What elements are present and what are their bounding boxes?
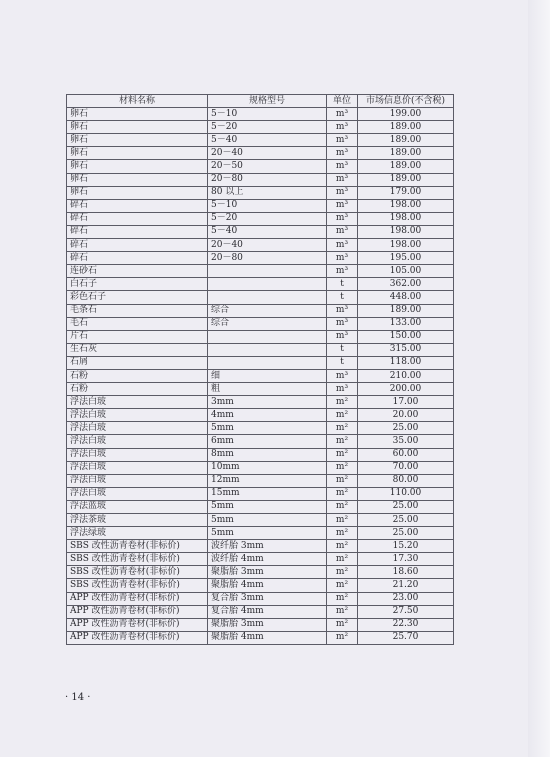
cell-unit: m³ (327, 317, 358, 330)
cell-price: 110.00 (358, 487, 454, 500)
cell-unit: m³ (327, 383, 358, 396)
cell-spec-model: 波纤胎 4mm (208, 553, 327, 566)
cell-unit: m² (327, 396, 358, 409)
cell-price: 18.60 (358, 566, 454, 579)
cell-price: 27.50 (358, 605, 454, 618)
cell-price: 22.30 (358, 618, 454, 631)
table-row (67, 252, 454, 265)
table-row (67, 435, 454, 448)
table-row (67, 514, 454, 527)
cell-unit: m³ (327, 108, 358, 121)
cell-spec-model: 3mm (208, 396, 327, 409)
cell-price: 21.20 (358, 579, 454, 592)
cell-material-name: 浮法白玻 (67, 474, 208, 487)
cell-price: 25.00 (358, 422, 454, 435)
table-row (67, 605, 454, 618)
cell-material-name: 片石 (67, 330, 208, 343)
cell-spec-model: 粗 (208, 383, 327, 396)
table-row (67, 108, 454, 121)
cell-unit: m³ (327, 147, 358, 160)
cell-spec-model: 复合胎 4mm (208, 605, 327, 618)
cell-spec-model (208, 356, 327, 369)
header-unit: 单位 (327, 95, 358, 108)
table-row (67, 448, 454, 461)
cell-price: 25.00 (358, 500, 454, 513)
cell-material-name: 碎石 (67, 212, 208, 225)
table-row (67, 134, 454, 147)
cell-spec-model: 细 (208, 369, 327, 382)
cell-price: 105.00 (358, 265, 454, 278)
table-row (67, 278, 454, 291)
cell-price: 198.00 (358, 239, 454, 252)
cell-spec-model: 20－40 (208, 239, 327, 252)
cell-price: 179.00 (358, 186, 454, 199)
cell-price: 200.00 (358, 383, 454, 396)
cell-spec-model: 综合 (208, 317, 327, 330)
cell-price: 189.00 (358, 147, 454, 160)
cell-spec-model: 5－40 (208, 225, 327, 238)
cell-price: 25.00 (358, 527, 454, 540)
cell-material-name: APP 改性沥青卷材(非标价) (67, 592, 208, 605)
cell-spec-model: 15mm (208, 487, 327, 500)
cell-unit: m² (327, 605, 358, 618)
cell-spec-model: 5－40 (208, 134, 327, 147)
table-row (67, 474, 454, 487)
cell-price: 189.00 (358, 173, 454, 186)
cell-unit: m³ (327, 160, 358, 173)
price-table (66, 94, 454, 645)
table-row (67, 527, 454, 540)
header-spec-model: 规格型号 (208, 95, 327, 108)
cell-spec-model: 12mm (208, 474, 327, 487)
cell-material-name: 石粉 (67, 369, 208, 382)
cell-spec-model: 复合胎 3mm (208, 592, 327, 605)
cell-price: 198.00 (358, 199, 454, 212)
cell-material-name: 彩色石子 (67, 291, 208, 304)
cell-unit: m² (327, 540, 358, 553)
table-row (67, 330, 454, 343)
table-row (67, 396, 454, 409)
cell-material-name: 浮法绿玻 (67, 527, 208, 540)
cell-unit: m² (327, 514, 358, 527)
cell-unit: m² (327, 487, 358, 500)
table-row (67, 487, 454, 500)
cell-unit: m² (327, 461, 358, 474)
cell-unit: m³ (327, 121, 358, 134)
cell-price: 362.00 (358, 278, 454, 291)
cell-price: 189.00 (358, 304, 454, 317)
table-row (67, 631, 454, 644)
table-row (67, 409, 454, 422)
table-row (67, 356, 454, 369)
cell-material-name: APP 改性沥青卷材(非标价) (67, 605, 208, 618)
cell-unit: m² (327, 409, 358, 422)
cell-unit: m³ (327, 239, 358, 252)
table-row (67, 265, 454, 278)
cell-unit: t (327, 291, 358, 304)
table-row (67, 186, 454, 199)
cell-price: 15.20 (358, 540, 454, 553)
table-row (67, 500, 454, 513)
cell-spec-model: 5－10 (208, 199, 327, 212)
table-row (67, 199, 454, 212)
cell-price: 189.00 (358, 134, 454, 147)
table-row (67, 566, 454, 579)
header-market-price: 市场信息价(不含税) (358, 95, 454, 108)
cell-material-name: 卵石 (67, 160, 208, 173)
cell-unit: m³ (327, 225, 358, 238)
table-row (67, 540, 454, 553)
cell-spec-model: 综合 (208, 304, 327, 317)
cell-material-name: APP 改性沥青卷材(非标价) (67, 618, 208, 631)
cell-spec-model (208, 265, 327, 278)
cell-spec-model: 5mm (208, 422, 327, 435)
cell-unit: m² (327, 553, 358, 566)
table-row (67, 592, 454, 605)
cell-spec-model: 20－50 (208, 160, 327, 173)
cell-spec-model: 20－80 (208, 173, 327, 186)
table-row (67, 239, 454, 252)
cell-unit: t (327, 343, 358, 356)
cell-material-name: 浮法白玻 (67, 396, 208, 409)
page-number: · 14 · (65, 692, 91, 703)
table-row (67, 173, 454, 186)
cell-price: 70.00 (358, 461, 454, 474)
table-row (67, 461, 454, 474)
cell-spec-model (208, 343, 327, 356)
cell-spec-model: 5mm (208, 514, 327, 527)
cell-price: 25.00 (358, 514, 454, 527)
cell-material-name: 卵石 (67, 147, 208, 160)
cell-unit: m² (327, 448, 358, 461)
cell-price: 189.00 (358, 121, 454, 134)
cell-material-name: 石粉 (67, 383, 208, 396)
cell-material-name: SBS 改性沥青卷材(非标价) (67, 540, 208, 553)
cell-spec-model: 80 以上 (208, 186, 327, 199)
cell-spec-model: 4mm (208, 409, 327, 422)
cell-material-name: SBS 改性沥青卷材(非标价) (67, 553, 208, 566)
table-row (67, 369, 454, 382)
cell-price: 17.00 (358, 396, 454, 409)
cell-unit: m³ (327, 252, 358, 265)
table-row (67, 618, 454, 631)
cell-price: 448.00 (358, 291, 454, 304)
cell-spec-model: 聚脂胎 4mm (208, 631, 327, 644)
cell-material-name: 浮法白玻 (67, 409, 208, 422)
cell-unit: m³ (327, 199, 358, 212)
cell-spec-model: 5mm (208, 527, 327, 540)
table-body (67, 108, 454, 645)
cell-unit: m² (327, 474, 358, 487)
cell-unit: m² (327, 566, 358, 579)
cell-price: 189.00 (358, 160, 454, 173)
table-row (67, 343, 454, 356)
cell-material-name: 连砂石 (67, 265, 208, 278)
cell-spec-model: 5mm (208, 500, 327, 513)
cell-unit: m² (327, 422, 358, 435)
cell-spec-model: 5－20 (208, 121, 327, 134)
cell-material-name: 毛石 (67, 317, 208, 330)
cell-price: 210.00 (358, 369, 454, 382)
cell-material-name: SBS 改性沥青卷材(非标价) (67, 579, 208, 592)
cell-material-name: 碎石 (67, 252, 208, 265)
cell-material-name: 生石灰 (67, 343, 208, 356)
cell-unit: m³ (327, 330, 358, 343)
cell-material-name: SBS 改性沥青卷材(非标价) (67, 566, 208, 579)
cell-unit: m³ (327, 186, 358, 199)
cell-material-name: 白石子 (67, 278, 208, 291)
table-row (67, 579, 454, 592)
cell-material-name: 石屑 (67, 356, 208, 369)
page-edge (528, 0, 550, 757)
cell-spec-model: 10mm (208, 461, 327, 474)
cell-unit: m³ (327, 265, 358, 278)
cell-material-name: 毛条石 (67, 304, 208, 317)
table-row (67, 121, 454, 134)
cell-material-name: 浮法白玻 (67, 448, 208, 461)
cell-unit: m² (327, 435, 358, 448)
header-material-name: 材料名称 (67, 95, 208, 108)
cell-price: 118.00 (358, 356, 454, 369)
cell-material-name: 浮法茶玻 (67, 514, 208, 527)
cell-price: 20.00 (358, 409, 454, 422)
cell-unit: m³ (327, 304, 358, 317)
cell-unit: m³ (327, 173, 358, 186)
table-row (67, 553, 454, 566)
cell-material-name: 卵石 (67, 186, 208, 199)
cell-spec-model: 5－10 (208, 108, 327, 121)
cell-material-name: 浮法白玻 (67, 487, 208, 500)
cell-price: 199.00 (358, 108, 454, 121)
table-header-row (67, 95, 454, 108)
cell-material-name: 卵石 (67, 134, 208, 147)
cell-spec-model (208, 278, 327, 291)
table-row (67, 317, 454, 330)
cell-price: 198.00 (358, 212, 454, 225)
cell-price: 315.00 (358, 343, 454, 356)
cell-spec-model: 6mm (208, 435, 327, 448)
cell-unit: t (327, 356, 358, 369)
cell-price: 198.00 (358, 225, 454, 238)
cell-material-name: 浮法白玻 (67, 422, 208, 435)
cell-spec-model: 5－20 (208, 212, 327, 225)
table-row (67, 422, 454, 435)
cell-material-name: 浮法白玻 (67, 461, 208, 474)
cell-material-name: 碎石 (67, 199, 208, 212)
cell-price: 60.00 (358, 448, 454, 461)
table-row (67, 225, 454, 238)
cell-price: 17.30 (358, 553, 454, 566)
cell-price: 23.00 (358, 592, 454, 605)
cell-spec-model: 聚脂胎 3mm (208, 566, 327, 579)
table-row (67, 304, 454, 317)
cell-unit: m² (327, 618, 358, 631)
cell-material-name: 浮法白玻 (67, 435, 208, 448)
cell-material-name: 碎石 (67, 225, 208, 238)
cell-material-name: 卵石 (67, 121, 208, 134)
cell-unit: t (327, 278, 358, 291)
cell-spec-model: 20－40 (208, 147, 327, 160)
cell-spec-model: 20－80 (208, 252, 327, 265)
cell-unit: m³ (327, 212, 358, 225)
cell-material-name: APP 改性沥青卷材(非标价) (67, 631, 208, 644)
cell-unit: m² (327, 527, 358, 540)
cell-price: 133.00 (358, 317, 454, 330)
cell-spec-model: 聚脂胎 4mm (208, 579, 327, 592)
cell-unit: m² (327, 631, 358, 644)
table-row (67, 291, 454, 304)
table-row (67, 147, 454, 160)
cell-unit: m² (327, 500, 358, 513)
cell-price: 35.00 (358, 435, 454, 448)
cell-unit: m² (327, 579, 358, 592)
cell-material-name: 浮法蓝玻 (67, 500, 208, 513)
cell-unit: m² (327, 592, 358, 605)
cell-spec-model: 8mm (208, 448, 327, 461)
cell-price: 80.00 (358, 474, 454, 487)
cell-material-name: 卵石 (67, 173, 208, 186)
cell-spec-model (208, 330, 327, 343)
table-row (67, 160, 454, 173)
cell-price: 195.00 (358, 252, 454, 265)
cell-price: 25.70 (358, 631, 454, 644)
table-row (67, 383, 454, 396)
cell-unit: m³ (327, 369, 358, 382)
cell-material-name: 碎石 (67, 239, 208, 252)
cell-unit: m³ (327, 134, 358, 147)
cell-material-name: 卵石 (67, 108, 208, 121)
cell-spec-model: 波纤胎 3mm (208, 540, 327, 553)
cell-spec-model (208, 291, 327, 304)
table-row (67, 212, 454, 225)
cell-price: 150.00 (358, 330, 454, 343)
cell-spec-model: 聚脂胎 3mm (208, 618, 327, 631)
